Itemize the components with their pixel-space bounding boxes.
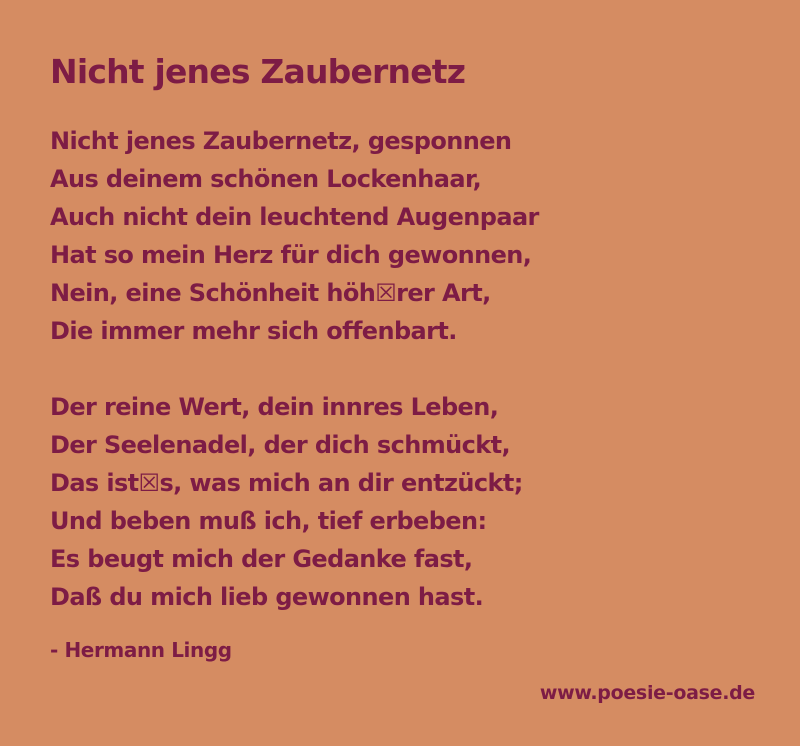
poem-line: Es beugt mich der Gedanke fast,	[50, 544, 473, 573]
poem-line: Und beben muß ich, tief erbeben:	[50, 506, 487, 535]
poem-author: - Hermann Lingg	[50, 637, 232, 662]
poem-line: Nicht jenes Zaubernetz, gesponnen	[50, 126, 512, 155]
poem-line: Die immer mehr sich offenbart.	[50, 316, 457, 345]
poem-line: Hat so mein Herz für dich gewonnen,	[50, 240, 532, 269]
website-url: www.poesie-oase.de	[539, 682, 755, 704]
poem-line: Das ist☒s, was mich an dir entzückt;	[50, 468, 523, 497]
poem-line: Daß du mich lieb gewonnen hast.	[50, 582, 484, 611]
poem-title: Nicht jenes Zaubernetz	[50, 52, 466, 91]
poem-stanza-2	[50, 388, 755, 616]
poem-line: Nein, eine Schönheit höh☒rer Art,	[50, 278, 491, 307]
poem-line: Der Seelenadel, der dich schmückt,	[50, 430, 510, 459]
poem-line: Aus deinem schönen Lockenhaar,	[50, 164, 482, 193]
poem-stanza-1	[50, 122, 755, 350]
poem-line: Auch nicht dein leuchtend Augenpaar	[50, 202, 539, 231]
poem-line: Der reine Wert, dein innres Leben,	[50, 392, 499, 421]
stanza-gap	[50, 350, 755, 388]
